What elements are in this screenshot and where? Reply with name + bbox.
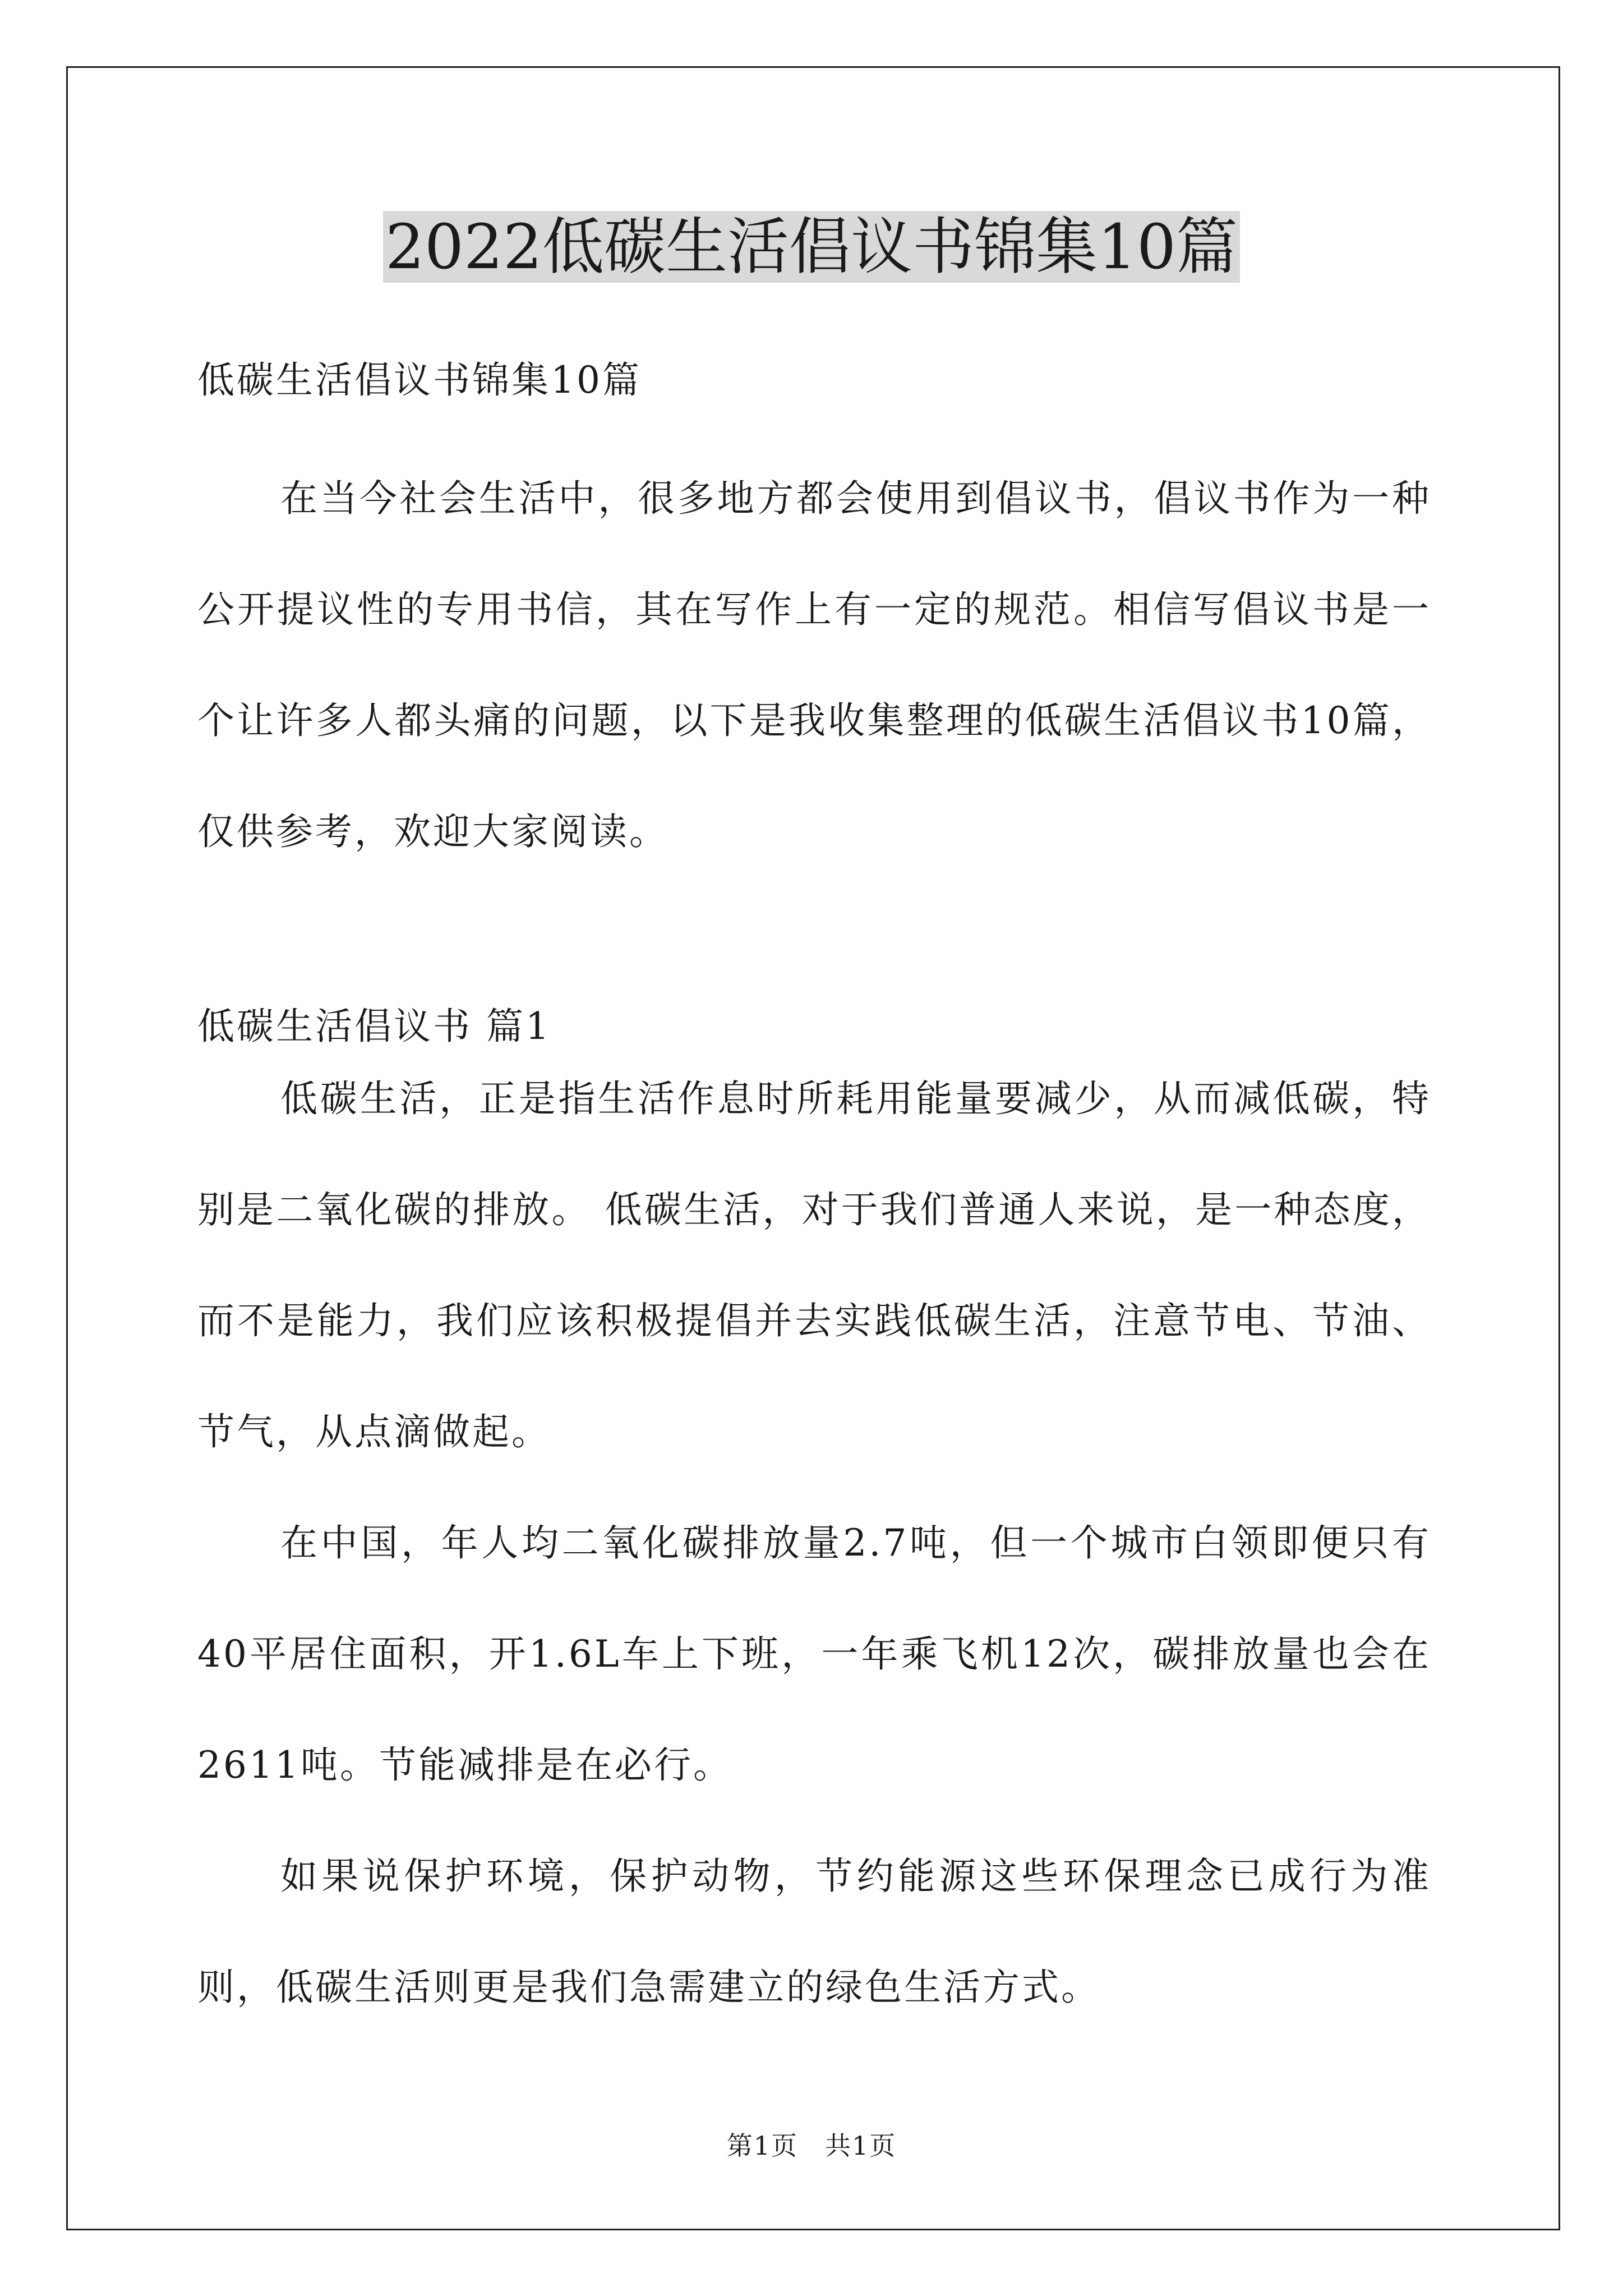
- body-paragraph: 如果说保护环境，保护动物，节约能源这些环保理念已成行为准则，低碳生活则更是我们急需建立的绿色生活方式。: [197, 1855, 1431, 2009]
- document-title: [0, 205, 1623, 289]
- intro-paragraph: 在当今社会生活中，很多地方都会使用到倡议书，倡议书作为一种公开提议性的专用书信，其在写作上有一定的规范。相信写倡议书是一个让许多人都头痛的问题，以下是我收集整理的低碳生活倡议书10篇，仅供参考，欢迎大家阅读。: [197, 477, 1431, 853]
- document-subtitle: 低碳生活倡议书锦集10篇: [197, 358, 642, 402]
- page-number-footer: 第1页 共1页: [726, 2131, 897, 2161]
- document-title-text: 2022低碳生活倡议书锦集10篇: [383, 211, 1240, 283]
- body-paragraph: 低碳生活，正是指生活作息时所耗用能量要减少，从而减低碳，特别是二氧化碳的排放。 低碳生活，对于我们普通人来说，是一种态度，而不是能力，我们应该积极提倡并去实践低碳生活，注意节电、节油、节气，从点滴做起。: [197, 1077, 1431, 1453]
- body-paragraph: 在中国，年人均二氧化碳排放量2.7吨，但一个城市白领即便只有40平居住面积，开1.6L车上下班，一年乘飞机12次，碳排放量也会在2611吨。节能减排是在必行。: [197, 1521, 1431, 1787]
- section-heading: 低碳生活倡议书 篇1: [197, 1005, 551, 1048]
